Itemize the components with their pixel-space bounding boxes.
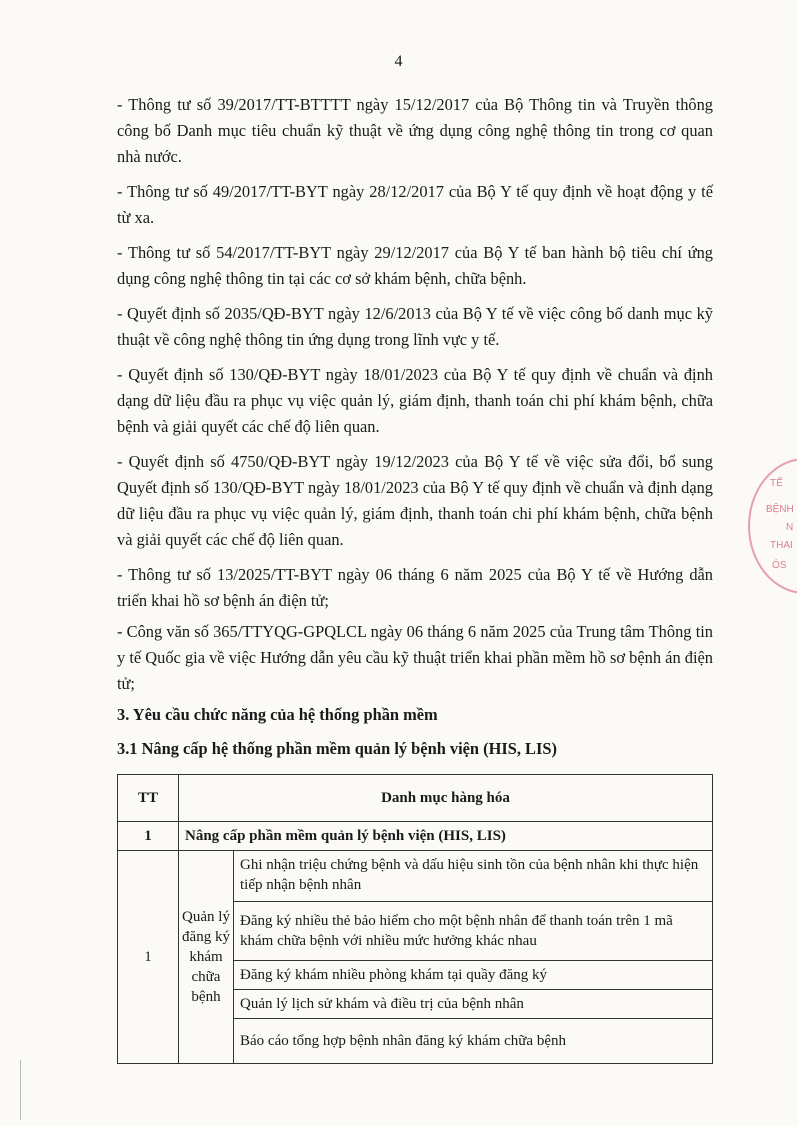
section-3-1-heading: 3.1 Nâng cấp hệ thống phần mềm quản lý bệnh viện (HIS, LIS) <box>117 739 557 758</box>
table-group-row <box>118 822 713 851</box>
group-title: Nâng cấp phần mềm quản lý bệnh viện (HIS, LIS) <box>179 822 713 851</box>
red-stamp <box>748 458 797 594</box>
paragraph-circular-13: - Thông tư số 13/2025/TT-BYT ngày 06 tháng 6 năm 2025 của Bộ Y tế về Hướng dẫn triển khai hồ sơ bệnh án điện tử; <box>117 565 713 610</box>
row-tt: 1 <box>118 851 179 1064</box>
paragraph-decision-2035: - Quyết định số 2035/QĐ-BYT ngày 12/6/2013 của Bộ Y tế về việc công bố danh mục kỹ thuật về công nghệ thông tin ứng dụng trong lĩnh vực y tế. <box>117 304 713 349</box>
page-number: 4 <box>394 53 403 70</box>
page-edge-line <box>20 1060 21 1120</box>
stamp-text: BỆNH <box>766 504 794 515</box>
goods-table <box>117 774 713 1064</box>
stamp-text: ÓS <box>772 560 787 571</box>
section-3-heading: 3. Yêu cầu chức năng của hệ thống phần mềm <box>117 705 438 724</box>
paragraph-decision-4750: - Quyết định số 4750/QĐ-BYT ngày 19/12/2023 của Bộ Y tế về việc sửa đổi, bổ sung Quyết định số 130/QĐ-BYT ngày 18/01/2023 của Bộ Y tế quy định về chuẩn và định dạng dữ liệu đầu ra phục vụ việc quản lý, giám định, thanh toán chi phí khám bệnh, chữa bệnh và giải quyết các chế độ liên quan. <box>117 452 713 549</box>
feature-item: Quản lý lịch sử khám và điều trị của bệnh nhân <box>234 990 713 1019</box>
header-goods: Danh mục hàng hóa <box>179 775 713 822</box>
feature-item: Đăng ký nhiều thẻ bảo hiểm cho một bệnh nhân để thanh toán trên 1 mã khám chữa bệnh với nhiều mức hưởng khác nhau <box>234 902 713 961</box>
module-name: Quản lý đăng ký khám chữa bệnh <box>179 851 234 1064</box>
paragraph-circular-54: - Thông tư số 54/2017/TT-BYT ngày 29/12/2017 của Bộ Y tế ban hành bộ tiêu chí ứng dụng công nghệ thông tin tại các cơ sở khám bệnh, chữa bệnh. <box>117 243 713 288</box>
stamp-text: N <box>786 522 794 533</box>
paragraph-official-letter-365: - Công văn số 365/TTYQG-GPQLCL ngày 06 tháng 6 năm 2025 của Trung tâm Thông tin y tế Quốc gia về việc Hướng dẫn yêu cầu kỹ thuật triển khai phần mềm hồ sơ bệnh án điện tử; <box>117 622 713 693</box>
feature-item: Ghi nhận triệu chứng bệnh và dấu hiệu sinh tồn của bệnh nhân khi thực hiện tiếp nhận bệnh nhân <box>234 851 713 902</box>
stamp-text: TẾ <box>770 478 783 489</box>
paragraph-circular-49: - Thông tư số 49/2017/TT-BYT ngày 28/12/2017 của Bộ Y tế quy định về hoạt động y tế từ xa. <box>117 182 713 227</box>
header-tt: TT <box>118 775 179 822</box>
feature-item: Báo cáo tổng hợp bệnh nhân đăng ký khám chữa bệnh <box>234 1019 713 1064</box>
paragraph-circular-39: - Thông tư số 39/2017/TT-BTTTT ngày 15/12/2017 của Bộ Thông tin và Truyền thông công bố Danh mục tiêu chuẩn kỹ thuật về ứng dụng công nghệ thông tin trong cơ quan nhà nước. <box>117 95 713 166</box>
table-header-row <box>118 775 713 822</box>
table-row <box>118 851 713 902</box>
group-tt: 1 <box>118 822 179 851</box>
paragraph-decision-130: - Quyết định số 130/QĐ-BYT ngày 18/01/2023 của Bộ Y tế quy định về chuẩn và định dạng dữ liệu đầu ra phục vụ việc quản lý, giám định, thanh toán chi phí khám bệnh, chữa bệnh và giải quyết các chế độ liên quan. <box>117 365 713 436</box>
stamp-text: THAI <box>770 540 793 551</box>
feature-item: Đăng ký khám nhiều phòng khám tại quầy đăng ký <box>234 961 713 990</box>
document-body <box>117 92 713 1064</box>
